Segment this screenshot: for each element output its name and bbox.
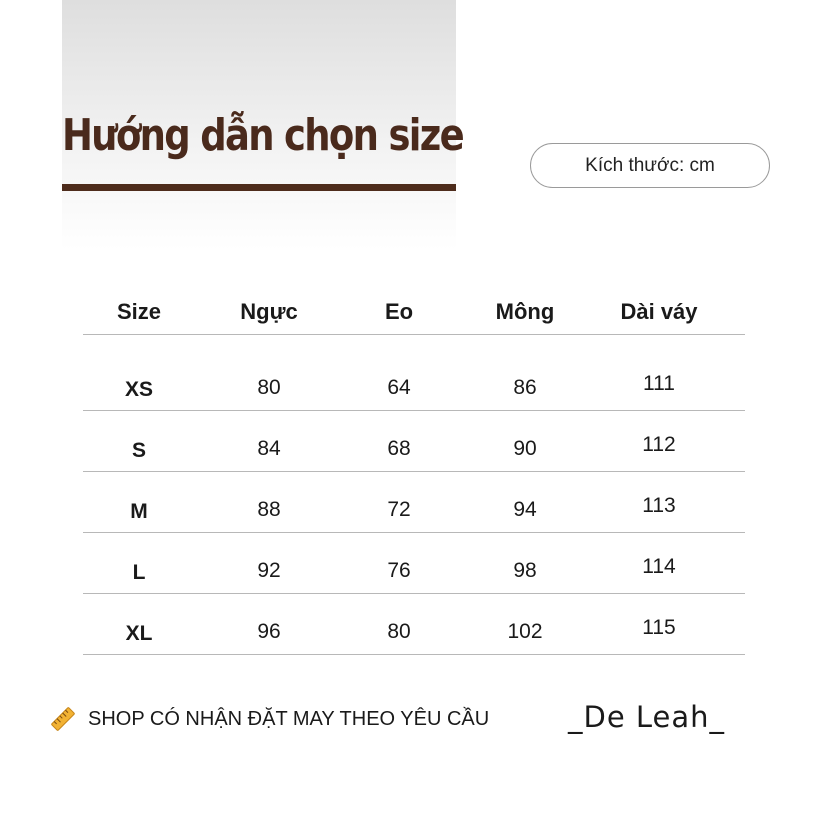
- table-row: [83, 335, 745, 411]
- size-cell: XS: [124, 378, 154, 401]
- hip-cell: 98: [513, 559, 537, 582]
- dress-length-cell: 114: [642, 555, 676, 578]
- dress-length-cell: 112: [642, 433, 676, 456]
- chest-cell: 84: [257, 437, 281, 460]
- unit-label: Kích thước: cm: [585, 154, 715, 176]
- waist-cell: 68: [387, 437, 411, 460]
- unit-badge: [530, 143, 770, 188]
- size-chart-table: [83, 290, 745, 655]
- waist-cell: 76: [387, 559, 411, 582]
- table-row: [83, 411, 745, 472]
- dress-length-cell: 113: [642, 494, 676, 517]
- custom-order-note: [50, 706, 489, 732]
- table-row: [83, 533, 745, 594]
- table-header-row: [83, 290, 745, 335]
- hip-cell: 94: [513, 498, 537, 521]
- table-row: [83, 594, 745, 655]
- brand-signature: _De Leah_: [568, 700, 726, 734]
- chest-cell: 96: [257, 620, 281, 643]
- size-cell: L: [132, 561, 146, 584]
- size-cell: S: [131, 439, 147, 462]
- column-header-dress-length: Dài váy: [620, 299, 698, 324]
- waist-cell: 72: [387, 498, 411, 521]
- column-header-hip: Mông: [495, 299, 555, 324]
- dress-length-cell: 111: [643, 372, 675, 395]
- size-cell: XL: [125, 622, 153, 645]
- chest-cell: 80: [257, 376, 281, 399]
- hip-cell: 102: [507, 620, 543, 643]
- column-header-size: Size: [116, 299, 162, 324]
- column-header-waist: Eo: [384, 299, 414, 324]
- title-underline-bar: [62, 184, 456, 191]
- page-title: Hướng dẫn chọn size: [62, 110, 463, 161]
- chest-cell: 92: [257, 559, 281, 582]
- hip-cell: 86: [513, 376, 537, 399]
- size-cell: M: [130, 500, 148, 523]
- custom-order-text: SHOP CÓ NHẬN ĐẶT MAY THEO YÊU CẦU: [88, 707, 490, 730]
- hip-cell: 90: [513, 437, 537, 460]
- waist-cell: 80: [387, 620, 411, 643]
- dress-length-cell: 115: [642, 616, 676, 639]
- table-row: [83, 472, 745, 533]
- ruler-icon: [50, 706, 76, 732]
- waist-cell: 64: [387, 376, 411, 399]
- chest-cell: 88: [257, 498, 281, 521]
- column-header-chest: Ngực: [240, 299, 298, 324]
